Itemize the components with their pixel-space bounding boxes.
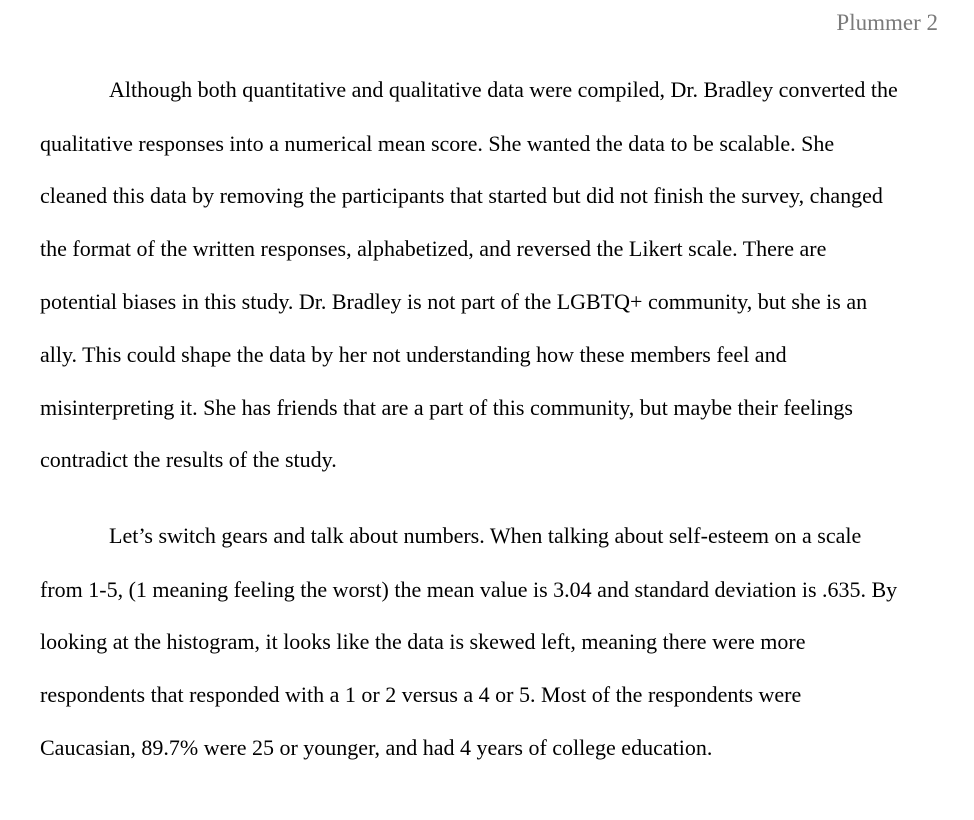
paragraph-line: misinterpreting it. She has friends that are a part of this community, but maybe their feelings: [40, 395, 853, 420]
paragraph-line: respondents that responded with a 1 or 2 versus a 4 or 5. Most of the respondents were: [40, 682, 802, 707]
paragraph-line: Caucasian, 89.7% were 25 or younger, and had 4 years of college education.: [40, 735, 713, 760]
paragraph-line: looking at the histogram, it looks like the data is skewed left, meaning there were more: [40, 629, 806, 654]
paragraph-line: Let’s switch gears and talk about numbers. When talking about self-esteem on a scale: [109, 523, 862, 548]
paragraph-line: Although both quantitative and qualitative data were compiled, Dr. Bradley converted the: [109, 77, 898, 102]
paragraph-line: cleaned this data by removing the participants that started but did not finish the survey, changed: [40, 183, 883, 208]
paragraph-line: the format of the written responses, alphabetized, and reversed the Likert scale. There are: [40, 236, 827, 261]
paragraph-line: from 1-5, (1 meaning feeling the worst) the mean value is 3.04 and standard deviation is .635. By: [40, 577, 898, 602]
page-header-running-head: Plummer 2: [836, 10, 938, 35]
paragraph-line: potential biases in this study. Dr. Bradley is not part of the LGBTQ+ community, but she is an: [40, 289, 868, 314]
paragraph-line: ally. This could shape the data by her not understanding how these members feel and: [40, 342, 787, 367]
paragraph-line: contradict the results of the study.: [40, 447, 337, 472]
paragraph-line: qualitative responses into a numerical mean score. She wanted the data to be scalable. She: [40, 131, 835, 156]
